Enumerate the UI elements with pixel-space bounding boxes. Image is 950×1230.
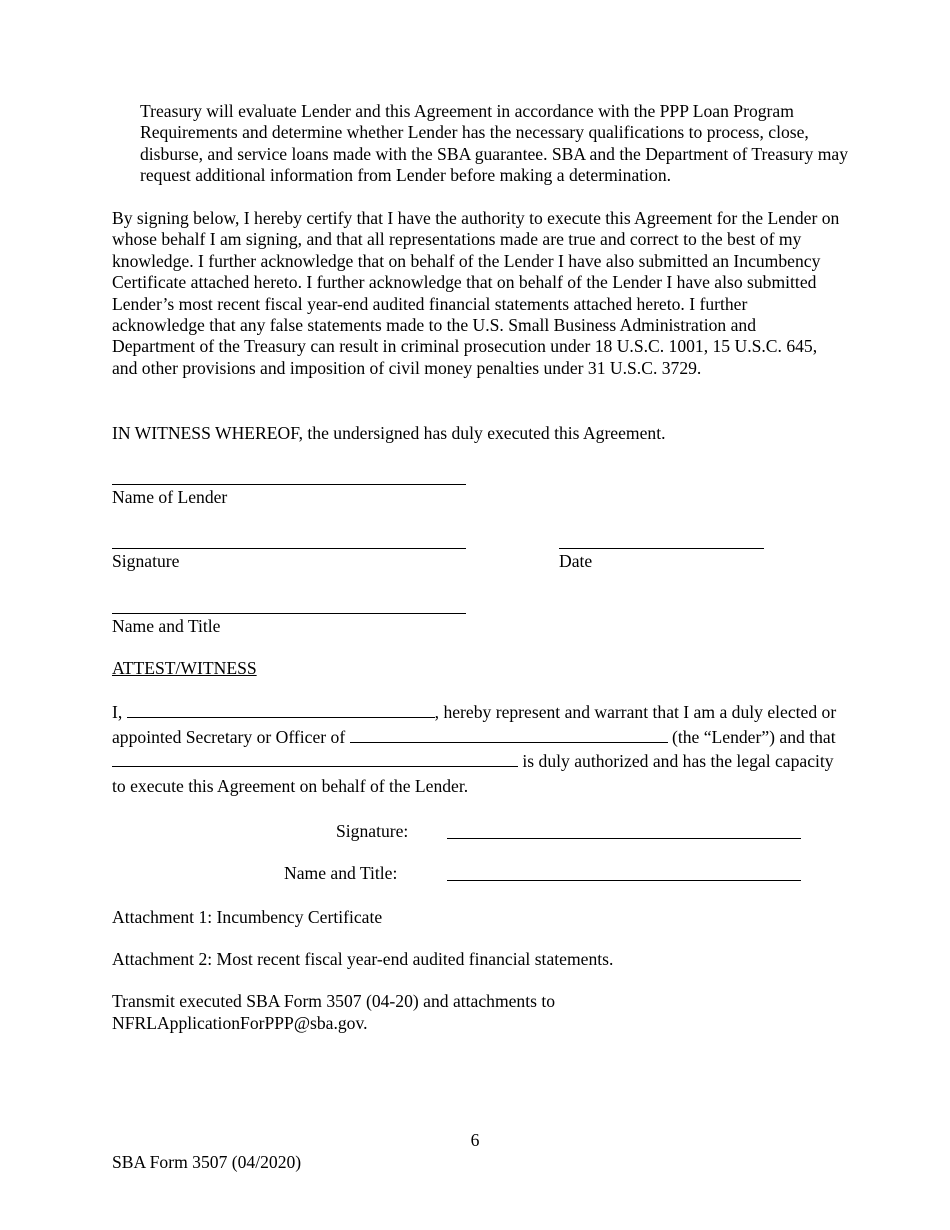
attest-name-and-title-label: Name and Title: [284,863,398,883]
attest-witness-name-blank[interactable] [127,700,435,718]
signature-label: Signature [112,551,180,571]
attest-heading: ATTEST/WITNESS [112,658,257,678]
intro-paragraph: Treasury will evaluate Lender and this Agreement in accordance with the PPP Loan Program Requirements and determine whether Lender has the necessary qualifications to process, close, disburse, and service loans made with the SBA guarantee. SBA and the Department of Treasury may request additional information from Lender before making a determination. [140,101,849,186]
name-of-lender-label: Name of Lender [112,487,228,507]
form-identifier: SBA Form 3507 (04/2020) [112,1152,302,1172]
attest-signature-line[interactable] [447,838,801,839]
attest-text-4: is duly authorized and has the legal capacity to execute this Agreement on behalf of the Lender. [112,751,834,796]
attest-signature-label: Signature: [336,821,409,841]
attest-signer-name-blank[interactable] [112,749,518,767]
attest-paragraph [112,700,842,798]
transmit-line-1: Transmit executed SBA Form 3507 (04-20) and attachments to [112,991,556,1011]
attest-text-2: , hereby represent and warrant that I am a duly elected or appointed Secretary or Officer of [112,702,837,747]
certification-paragraph: By signing below, I hereby certify that I have the authority to execute this Agreement for the Lender on whose behalf I am signing, and that all representations made are true and correct to the best of my knowledge. I further acknowledge that on behalf of the Lender I have also submitted an Incumbency Certificate attached hereto. I further acknowledge that on behalf of the Lender I have also submitted Lender’s most recent fiscal year-end audited financial statements attached hereto. I further acknowledge that any false statements made to the U.S. Small Business Administration and Department of the Treasury can result in criminal prosecution under 18 U.S.C. 1001, 15 U.S.C. 645, and other provisions and imposition of civil money penalties under 31 U.S.C. 3729. [112,208,840,378]
date-line[interactable] [559,548,764,549]
name-of-lender-line[interactable] [112,484,466,485]
page-number: 6 [470,1130,480,1150]
name-and-title-label: Name and Title [112,616,221,636]
attest-lender-name-blank[interactable] [350,725,668,743]
date-label: Date [559,551,593,571]
witness-statement: IN WITNESS WHEREOF, the undersigned has duly executed this Agreement. [112,423,666,443]
attachment-1: Attachment 1: Incumbency Certificate [112,907,383,927]
attest-text-3: (the “Lender”) and that [667,726,836,747]
name-and-title-line[interactable] [112,613,466,614]
attachment-2: Attachment 2: Most recent fiscal year-end audited financial statements. [112,949,614,969]
transmit-email[interactable]: NFRLApplicationForPPP@sba.gov. [112,1013,368,1033]
attest-name-and-title-line[interactable] [447,880,801,881]
attest-text-1: I, [112,702,127,722]
signature-line[interactable] [112,548,466,549]
